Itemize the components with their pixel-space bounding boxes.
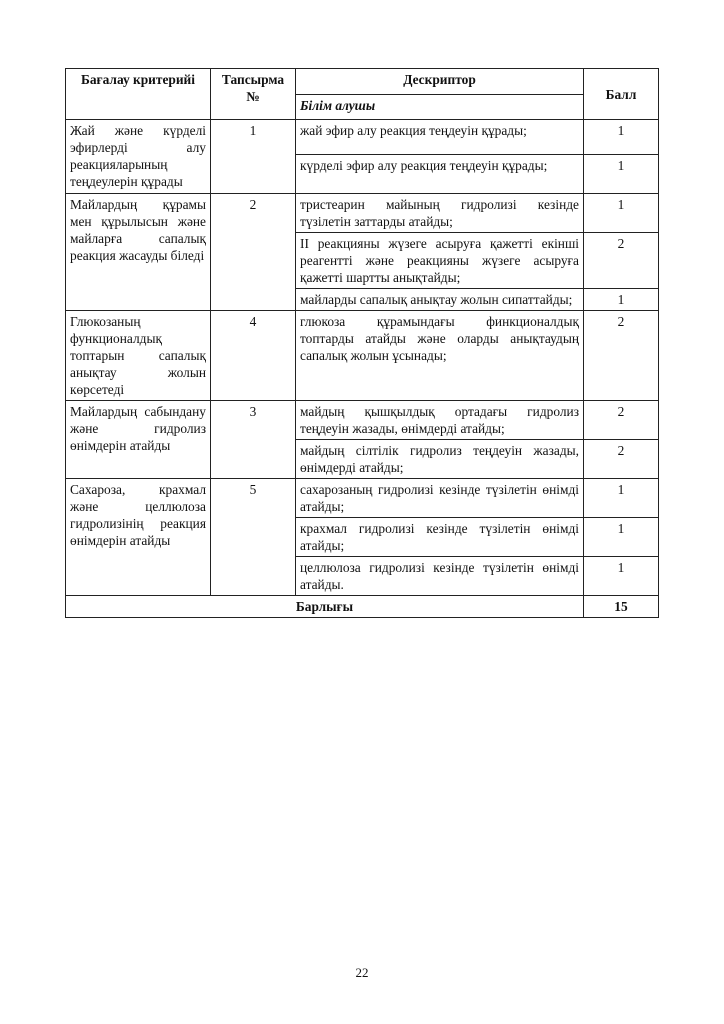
page-number: 22	[355, 965, 369, 980]
criterion-cell: Майлардың құрамы мен құрылысын және майларға сапалық реакция жасауды біледі	[66, 194, 211, 311]
score-cell: 2	[584, 440, 659, 479]
criterion-cell: Майлардың сабындану және гидролиз өнімдерін атайды	[66, 401, 211, 479]
score-cell: 1	[584, 155, 659, 194]
table-row	[66, 479, 659, 518]
total-row	[66, 596, 659, 618]
score-cell: 1	[584, 289, 659, 311]
task-number-cell: 1	[211, 120, 296, 194]
assessment-table	[65, 68, 659, 618]
descriptor-cell: майдың қышқылдық ортадағы гидролиз теңдеуін жазады, өнімдерді атайды;	[296, 401, 584, 440]
descriptor-cell: целлюлоза гидролизі кезінде түзілетін өнімді атайды.	[296, 557, 584, 596]
descriptor-cell: жай эфир алу реакция теңдеуін құрады;	[296, 120, 584, 155]
header-score: Балл	[584, 69, 659, 120]
table-row	[66, 311, 659, 401]
header-criterion: Бағалау критерийі	[66, 69, 211, 120]
score-cell: 1	[584, 557, 659, 596]
descriptor-cell: күрделі эфир алу реакция теңдеуін құрады;	[296, 155, 584, 194]
score-cell: 1	[584, 518, 659, 557]
header-task: Тапсырма №	[211, 69, 296, 120]
task-number-cell: 2	[211, 194, 296, 311]
descriptor-cell: сахарозаның гидролизі кезінде түзілетін өнімді атайды;	[296, 479, 584, 518]
table-row	[66, 194, 659, 233]
score-cell: 1	[584, 120, 659, 155]
header-descriptor: Дескриптор	[296, 69, 584, 95]
descriptor-cell: крахмал гидролизі кезінде түзілетін өнімді атайды;	[296, 518, 584, 557]
total-score: 15	[584, 596, 659, 618]
descriptor-cell: майдың сілтілік гидролиз теңдеуін жазады, өнімдерді атайды;	[296, 440, 584, 479]
criterion-cell: Глюкозаның функционалдық топтарын сапалық анықтау жолын көрсетеді	[66, 311, 211, 401]
task-number-cell: 3	[211, 401, 296, 479]
score-cell: 2	[584, 401, 659, 440]
score-cell: 2	[584, 233, 659, 289]
score-cell: 1	[584, 479, 659, 518]
total-label: Барлығы	[66, 596, 584, 618]
descriptor-cell: тристеарин майының гидролизі кезінде түзілетін заттарды атайды;	[296, 194, 584, 233]
criterion-cell: Жай және күрделі эфирлерді алу реакцияларының теңдеулерін құрады	[66, 120, 211, 194]
header-descriptor-sub: Білім алушы	[296, 94, 584, 120]
task-number-cell: 4	[211, 311, 296, 401]
criterion-cell: Сахароза, крахмал және целлюлоза гидролизінің реакция өнімдерін атайды	[66, 479, 211, 596]
task-number-cell: 5	[211, 479, 296, 596]
table-row	[66, 401, 659, 440]
descriptor-cell: майларды сапалық анықтау жолын сипаттайды;	[296, 289, 584, 311]
score-cell: 1	[584, 194, 659, 233]
score-cell: 2	[584, 311, 659, 401]
descriptor-cell: II реакцияны жүзеге асыруға қажетті екінші реагентті және реакцияны жүзеге асыруға қажетті шартты анықтайды;	[296, 233, 584, 289]
descriptor-cell: глюкоза құрамындағы финкционалдық топтарды атайды және оларды анықтаудың сапалық жолын ұсынады;	[296, 311, 584, 401]
table-row	[66, 120, 659, 155]
